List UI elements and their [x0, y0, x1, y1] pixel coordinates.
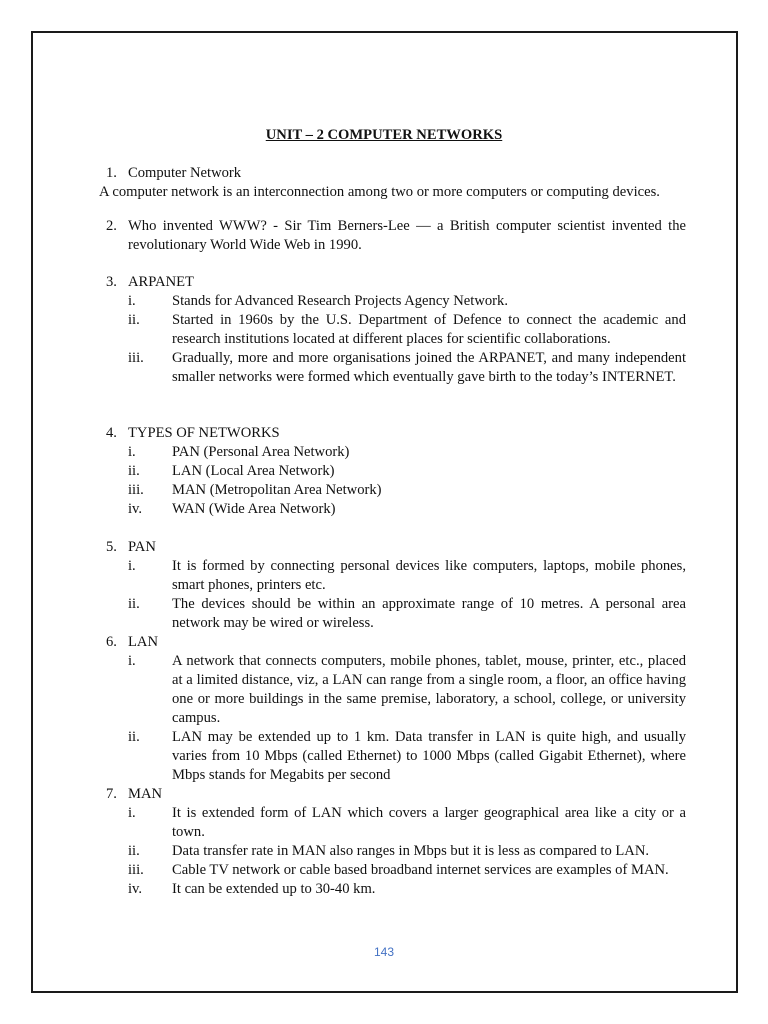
list-item: ii. LAN may be extended up to 1 km. Data transfer in LAN is quite high, and usually varies from 10 Mbps (called Ethernet) to 1000 Mbps (called Gigabit Ethernet), where Mbps stands for Megabits per second: [128, 729, 686, 783]
section-pan: [106, 538, 686, 633]
list-item: ii. LAN (Local Area Network): [128, 463, 335, 479]
section-number: 1.: [106, 165, 117, 181]
section-number: 7.: [106, 786, 117, 802]
list-item: i. A network that connects computers, mobile phones, tablet, mouse, printer, etc., placed at a limited distance, viz, a LAN can range from a single room, a floor, an office having one or more buildings in the same premise, laboratory, a school, college, or university campus.: [128, 653, 686, 726]
list-item: iii. MAN (Metropolitan Area Network): [128, 482, 382, 498]
list-item: i. Stands for Advanced Research Projects Agency Network.: [128, 293, 508, 309]
section-number: 3.: [106, 274, 117, 290]
item-list: [106, 557, 686, 633]
list-item: i. PAN (Personal Area Network): [128, 444, 350, 460]
list-item: iii. Cable TV network or cable based broadband internet services are examples of MAN.: [128, 862, 669, 878]
list-item: iii. Gradually, more and more organisations joined the ARPANET, and many independent smaller networks were formed which eventually gave birth to the today’s INTERNET.: [128, 350, 686, 385]
section-heading: LAN: [128, 634, 158, 650]
section-heading: Computer Network: [128, 165, 242, 181]
section-types-of-networks: [106, 424, 686, 519]
section-lan: [106, 633, 686, 785]
section-heading: ARPANET: [128, 274, 194, 290]
page-title: UNIT – 2 COMPUTER NETWORKS: [265, 127, 503, 143]
section-heading: Who invented WWW? - Sir Tim Berners-Lee — a British computer scientist invented the revolutionary World Wide Web in 1990.: [128, 218, 686, 253]
section-man: [106, 785, 686, 899]
section-heading: PAN: [128, 539, 156, 555]
section-heading: TYPES OF NETWORKS: [128, 425, 280, 441]
section-number: 5.: [106, 539, 117, 555]
section-paragraph: A computer network is an interconnection among two or more computers or computing devices.: [99, 184, 660, 200]
item-list: [106, 443, 686, 519]
list-item: ii. The devices should be within an approximate range of 10 metres. A personal area network may be wired or wireless.: [128, 596, 686, 631]
section-www: [106, 217, 686, 255]
item-list: [106, 652, 686, 785]
section-number: 2.: [106, 218, 117, 234]
list-item: ii. Data transfer rate in MAN also ranges in Mbps but it is less as compared to LAN.: [128, 843, 650, 859]
item-list: [106, 292, 686, 387]
list-item: iv. WAN (Wide Area Network): [128, 501, 336, 517]
list-item: ii. Started in 1960s by the U.S. Department of Defence to connect the academic and research institutions located at different places for scientific collaborations.: [128, 312, 686, 347]
section-number: 6.: [106, 634, 117, 650]
page-number: 143: [373, 945, 395, 959]
section-computer-network: [99, 164, 686, 202]
section-arpanet: [106, 273, 686, 387]
section-heading: MAN: [128, 786, 163, 802]
item-list: [106, 804, 686, 899]
list-item: i. It is formed by connecting personal devices like computers, laptops, mobile phones, smart phones, printers etc.: [128, 558, 686, 593]
list-item: iv. It can be extended up to 30-40 km.: [128, 881, 376, 897]
section-number: 4.: [106, 425, 117, 441]
list-item: i. It is extended form of LAN which covers a larger geographical area like a city or a town.: [128, 805, 686, 840]
